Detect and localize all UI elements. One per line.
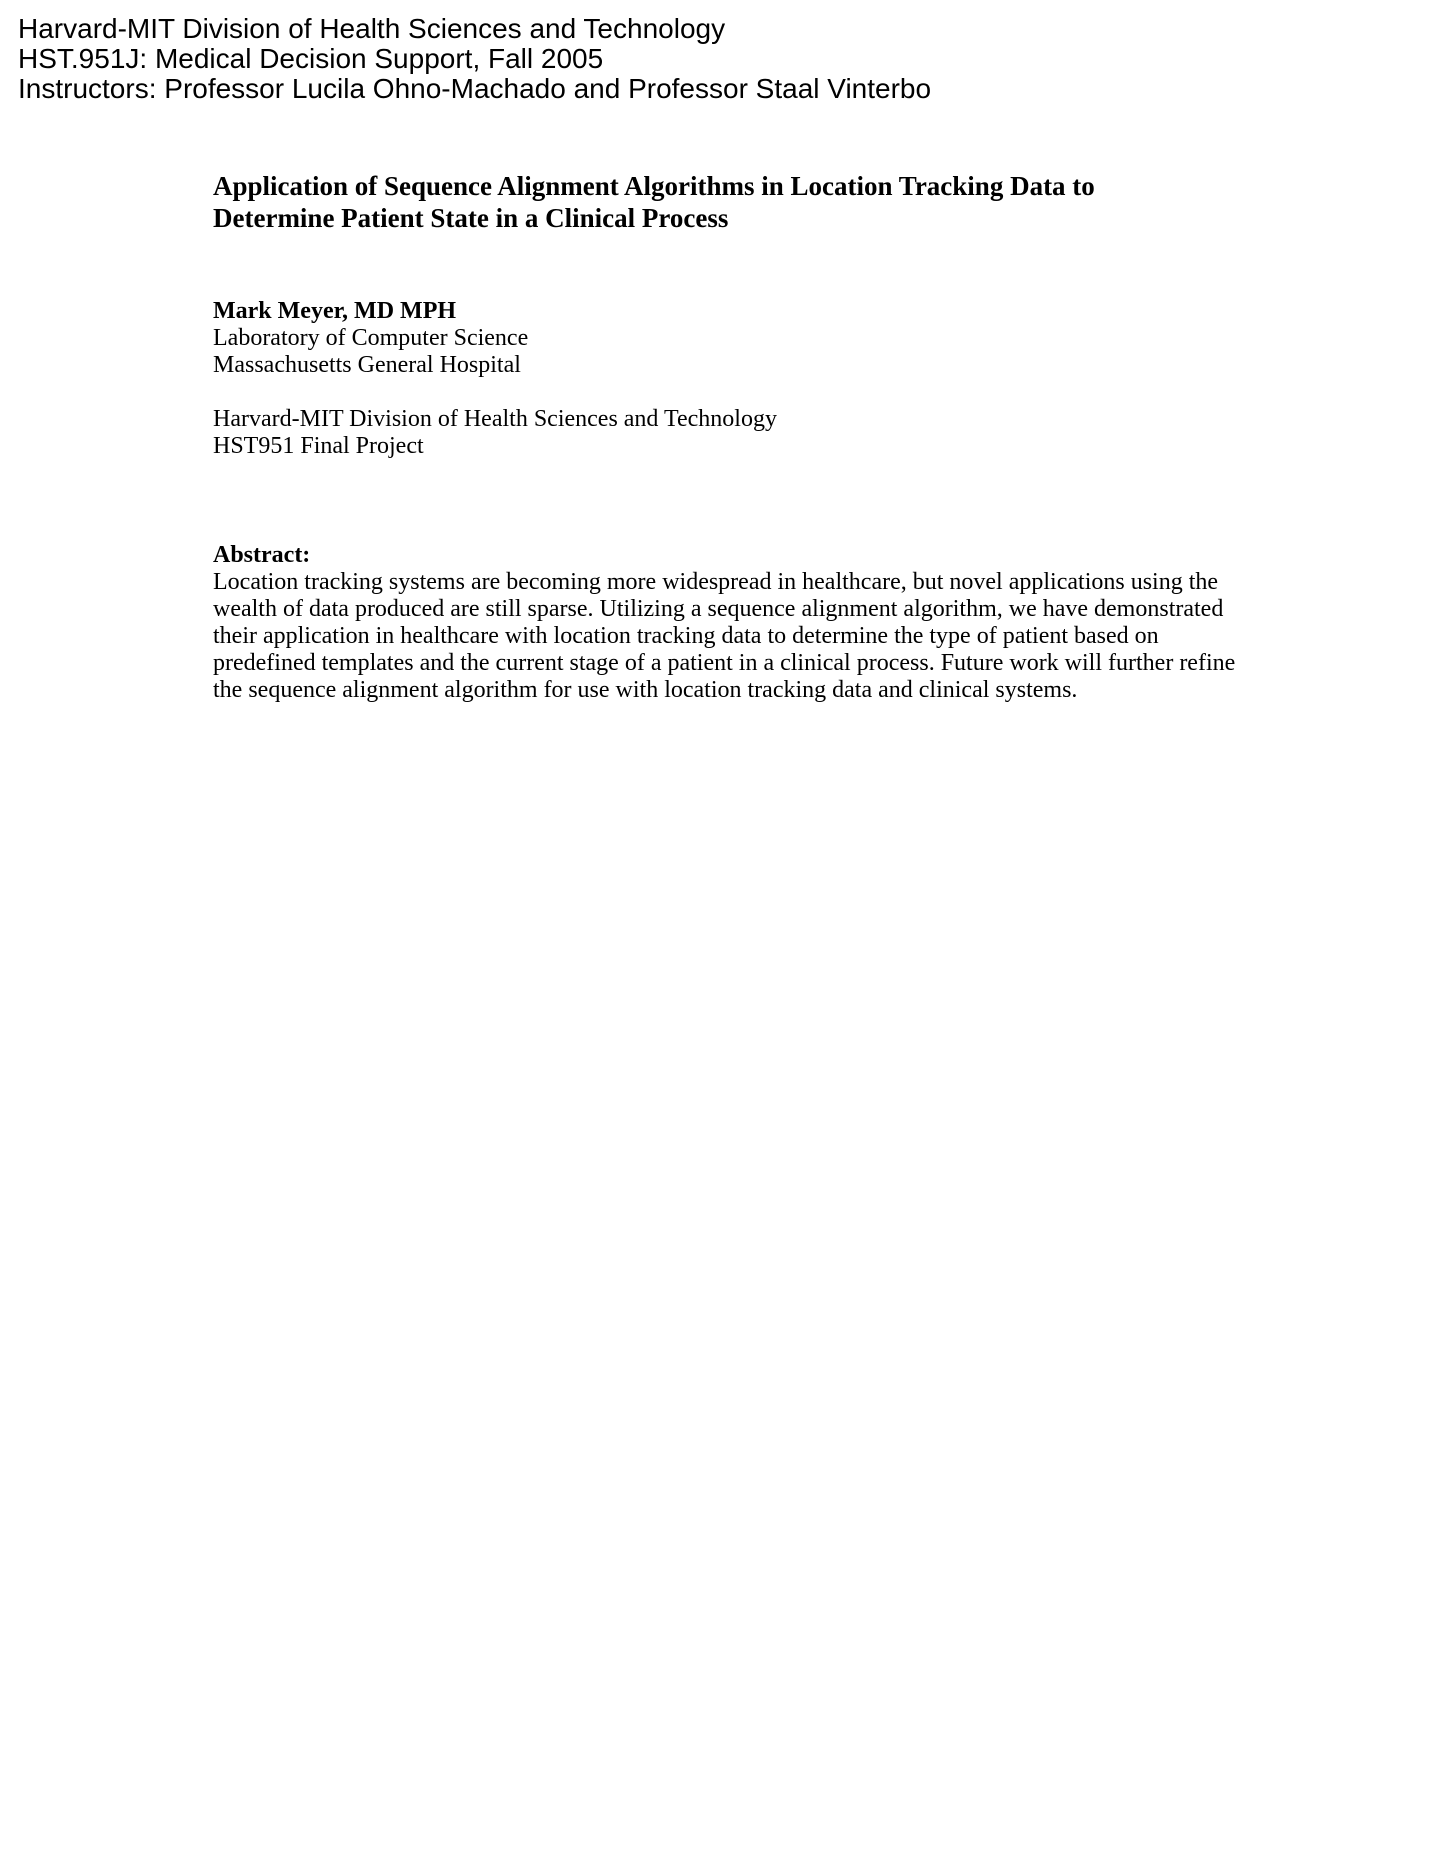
paper-title: Application of Sequence Alignment Algorithms in Location Tracking Data to Determine Patient State in a Clinical Process	[213, 171, 1095, 233]
course-instructors: Instructors: Professor Lucila Ohno-Machado and Professor Staal Vinterbo	[18, 73, 932, 104]
author-name: Mark Meyer, MD MPH	[213, 298, 457, 324]
abstract-text: Location tracking systems are becoming more widespread in healthcare, but novel applications using the wealth of data produced are still sparse. Utilizing a sequence alignment algorithm, we have demonstrated their application in healthcare with location tracking data to determine the type of patient based on predefined templates and the current stage of a patient in a clinical process. Future work will further refine the sequence alignment algorithm for use with location tracking data and clinical systems.	[213, 569, 1236, 703]
author-affiliation-lab: Laboratory of Computer Science	[213, 325, 529, 351]
author-block	[213, 298, 1253, 379]
course-title: HST.951J: Medical Decision Support, Fall 2005	[18, 43, 604, 74]
course-header	[18, 14, 931, 104]
paper-body	[213, 170, 1253, 704]
author-affiliation-hospital: Massachusetts General Hospital	[213, 352, 521, 378]
secondary-affiliation	[213, 406, 1253, 460]
abstract-section	[213, 542, 1253, 704]
abstract-heading: Abstract:	[213, 542, 311, 568]
affiliation-project: HST951 Final Project	[213, 433, 424, 459]
course-division: Harvard-MIT Division of Health Sciences and Technology	[18, 13, 726, 44]
affiliation-division: Harvard-MIT Division of Health Sciences and Technology	[213, 406, 777, 432]
